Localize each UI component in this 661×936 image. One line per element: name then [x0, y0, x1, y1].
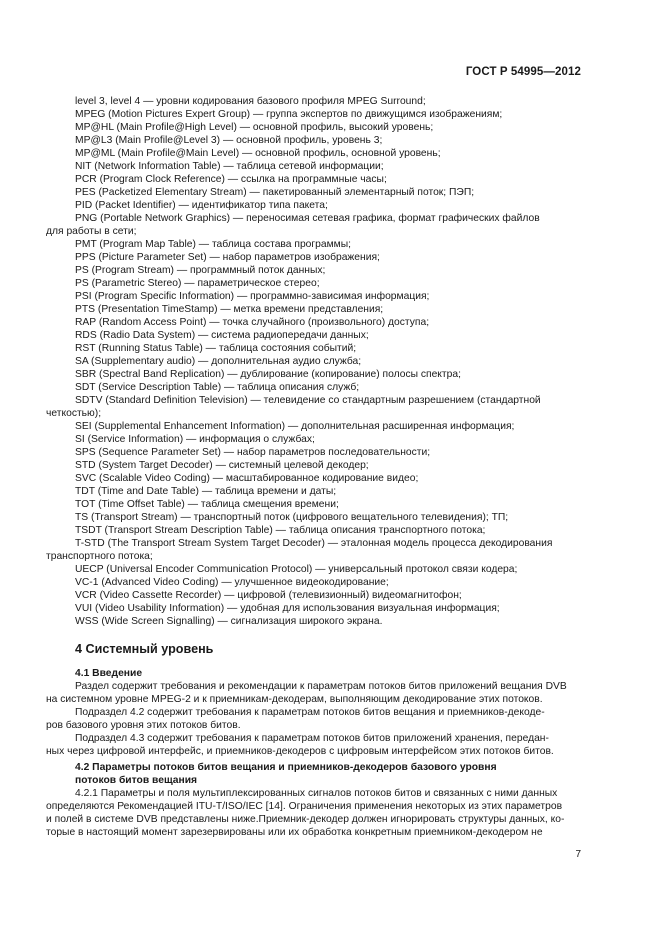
abbr-item: PNG (Portable Network Graphics) — переносимая сетевая графика, формат графических файлов [75, 213, 540, 224]
abbr-item: TDT (Time and Date Table) — таблица времени и даты; [75, 486, 337, 497]
paragraph-line: торые в настоящий момент зарезервированы или их обработка конкретным приемником-декодером не [46, 827, 543, 838]
section-4-1-heading: 4.1 Введение [75, 668, 143, 679]
paragraph-line: ных через цифровой интерфейс, и приемников-декодеров с цифровым интерфейсом этих потоков битов. [46, 746, 554, 757]
abbr-item: SDTV (Standard Definition Television) — телевидение со стандартным разрешением (стандартной [75, 395, 541, 406]
paragraph-line: Раздел содержит требования и рекомендации к параметрам потоков битов приложений вещания DVB [75, 681, 567, 692]
abbr-item: TSDT (Transport Stream Description Table) — таблица описания транспортного потока; [75, 525, 486, 536]
abbr-item: TS (Transport Stream) — транспортный поток (цифрового вещательного телевидения); ТП; [75, 512, 509, 523]
abbr-item: MP@ML (Main Profile@Main Level) — основной профиль, основной уровень; [75, 148, 441, 159]
paragraph-line: Подраздел 4.3 содержит требования к параметрам потоков битов приложений хранения, передан- [75, 733, 549, 744]
paragraph-line: ров базового уровня этих потоков битов. [46, 720, 241, 731]
paragraph-line: на системном уровне MPEG-2 и к приемникам-декодерам, выполняющим декодирование этих потоков. [46, 694, 543, 705]
abbr-item: PES (Packetized Elementary Stream) — пакетированный элементарный поток; ПЭП; [75, 187, 475, 198]
section-4-heading: 4 Системный уровень [75, 642, 214, 656]
abbr-item: WSS (Wide Screen Signalling) — сигнализация широкого экрана. [75, 616, 383, 627]
abbr-item: RAP (Random Access Point) — точка случайного (произвольного) доступа; [75, 317, 430, 328]
section-4-2-heading-cont: потоков битов вещания [75, 775, 198, 786]
abbr-item: PS (Program Stream) — программный поток данных; [75, 265, 326, 276]
abbr-item: PCR (Program Clock Reference) — ссылка на программные часы; [75, 174, 387, 185]
abbr-item: TOT (Time Offset Table) — таблица смещения времени; [75, 499, 339, 510]
paragraph-line: и полей в системе DVB представлены ниже.Приемник-декодер должен игнорировать структуры данных, ко- [46, 814, 565, 825]
abbr-item: MP@HL (Main Profile@High Level) — основной профиль, высокий уровень; [75, 122, 434, 133]
paragraph-line: определяются Рекомендацией ITU-T/ISO/IEC [14]. Ограничения применения некоторых из этих параметров [46, 801, 563, 812]
abbr-item: SI (Service Information) — информация о службах; [75, 434, 315, 445]
abbr-item: MPEG (Motion Pictures Expert Group) — группа экспертов по движущимся изображениям; [75, 109, 503, 120]
standard-designation: ГОСТ Р 54995—2012 [465, 66, 581, 78]
paragraph-line: 4.2.1 Параметры и поля мультиплексированных сигналов потоков битов и связанных с ними данных [75, 788, 558, 799]
abbr-item-continuation: четкостью); [46, 408, 102, 419]
abbr-item: VUI (Video Usability Information) — удобная для использования визуальная информация; [75, 603, 500, 614]
abbr-item: SBR (Spectral Band Replication) — дублирование (копирование) полосы спектра; [75, 369, 461, 380]
page-body [46, 95, 582, 839]
abbr-item: PS (Parametric Stereo) — параметрическое стерео; [75, 278, 320, 289]
abbr-item: MP@L3 (Main Profile@Level 3) — основной профиль, уровень 3; [75, 135, 383, 146]
abbr-item: PPS (Picture Parameter Set) — набор параметров изображения; [75, 252, 380, 263]
abbr-item: SDT (Service Description Table) — таблица описания служб; [75, 382, 360, 393]
abbr-item: SVC (Scalable Video Coding) — масштабированное кодирование видео; [75, 473, 419, 484]
abbr-item: SA (Supplementary audio) — дополнительная аудио служба; [75, 356, 362, 367]
abbr-item: PSI (Program Specific Information) — программно-зависимая информация; [75, 291, 430, 302]
abbr-item-continuation: транспортного потока; [46, 551, 153, 562]
abbr-item: VC-1 (Advanced Video Coding) — улучшенное видеокодирование; [75, 577, 389, 588]
abbr-item: VCR (Video Cassette Recorder) — цифровой (телевизионный) видеомагнитофон; [75, 590, 462, 601]
paragraph-line: Подраздел 4.2 содержит требования к параметрам потоков битов вещания и приемников-декоде- [75, 707, 545, 718]
abbr-item: SPS (Sequence Parameter Set) — набор параметров последовательности; [75, 447, 431, 458]
abbr-item: PMT (Program Map Table) — таблица состава программы; [75, 239, 352, 250]
abbr-item: PID (Packet Identifier) — идентификатор типа пакета; [75, 200, 328, 211]
abbr-item: SEI (Supplemental Enhancement Information) — дополнительная расширенная информация; [75, 421, 515, 432]
abbr-item-continuation: для работы в сети; [46, 226, 137, 237]
abbr-item: UECP (Universal Encoder Communication Protocol) — универсальный протокол связи кодера; [75, 564, 518, 575]
abbr-item: PTS (Presentation TimeStamp) — метка времени представления; [75, 304, 384, 315]
abbr-item: NIT (Network Information Table) — таблица сетевой информации; [75, 161, 384, 172]
abbr-item: STD (System Target Decoder) — системный целевой декодер; [75, 460, 369, 471]
abbreviations-list [46, 95, 582, 628]
abbr-item: RST (Running Status Table) — таблица состояния событий; [75, 343, 357, 354]
abbr-item: T-STD (The Transport Stream System Target Decoder) — эталонная модель процесса декодирования [75, 538, 553, 549]
abbr-item: RDS (Radio Data System) — система радиопередачи данных; [75, 330, 369, 341]
section-4-2-heading: 4.2 Параметры потоков битов вещания и приемников-декодеров базового уровня [75, 762, 497, 773]
page-number: 7 [575, 849, 581, 860]
abbr-item: level 3, level 4 — уровни кодирования базового профиля MPEG Surround; [75, 96, 426, 107]
